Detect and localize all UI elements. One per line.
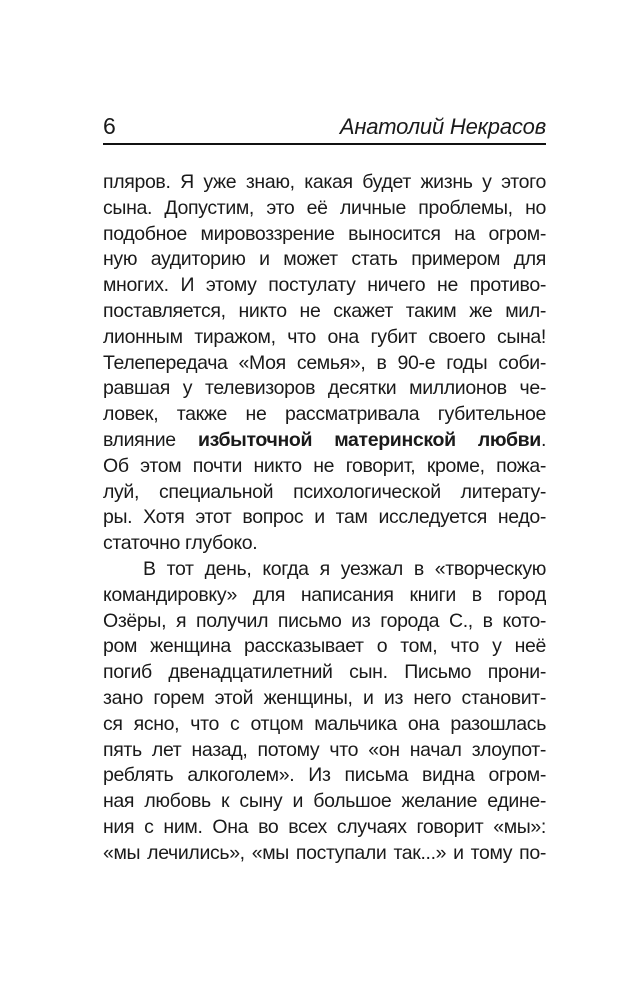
text-line: сына. Допустим, это её личные проблемы, но [103, 196, 546, 219]
text-line: ры. Хотя этот вопрос и там исследуется недо- [103, 506, 546, 529]
text-line: командировку» для написания книги в город [103, 583, 546, 606]
bold-emphasis: избыточной материнской любви [197, 428, 541, 451]
text-line: ния с ним. Она во всех случаях говорит «мы»: [103, 815, 546, 838]
running-header [103, 113, 546, 145]
text-line: Озёры, я получил письмо из города С., в кото- [103, 609, 546, 632]
text-line: погиб двенадцатилетний сын. Письмо прони- [103, 661, 546, 684]
page-number: 6 [103, 113, 116, 139]
text-line: подобное мировоззрение выносится на огром- [103, 222, 546, 245]
text-line: поставляется, никто не скажет таким же мил- [103, 299, 546, 322]
text-line: реблять алкоголем». Из письма видна огром- [103, 764, 546, 787]
text-line: «мы лечились», «мы поступали так...» и тому по- [103, 841, 546, 864]
text-line: луй, специальной психологической литерату- [103, 480, 546, 503]
text-line: равшая у телевизоров десятки миллионов че- [103, 377, 546, 400]
text-fragment: . [540, 428, 546, 451]
text-line: ную аудиторию и может стать примером для [103, 248, 546, 271]
text-line: пять лет назад, потому что «он начал злоупот- [103, 738, 546, 761]
text-line: лионным тиражом, что она губит своего сына! [103, 325, 546, 348]
text-line-emphasis [103, 428, 546, 454]
text-line: статочно глубоко. [103, 532, 258, 555]
text-line: многих. И этому постулату ничего не противо- [103, 274, 546, 297]
text-line: ром женщина рассказывает о том, что у неё [103, 635, 546, 658]
text-fragment: влияние [103, 428, 198, 451]
text-line: пляров. Я уже знаю, какая будет жизнь у этого [103, 171, 546, 193]
running-header-author: Анатолий Некрасов [339, 114, 546, 139]
text-line: ловек, также не рассматривала губительное [103, 403, 546, 426]
text-line: зано горем этой женщины, и из него становит- [103, 686, 546, 709]
text-line: ся ясно, что с отцом мальчика она разошлась [103, 712, 546, 735]
paragraph-first-line: В тот день, когда я уезжал в «творческую [143, 557, 546, 580]
text-line: Об этом почти никто не говорит, кроме, пожа- [103, 454, 546, 477]
text-line: ная любовь к сыну и большое желание едине- [103, 790, 546, 813]
text-line: Телепередача «Моя семья», в 90-е годы соби- [103, 351, 546, 374]
body-text [103, 170, 546, 867]
